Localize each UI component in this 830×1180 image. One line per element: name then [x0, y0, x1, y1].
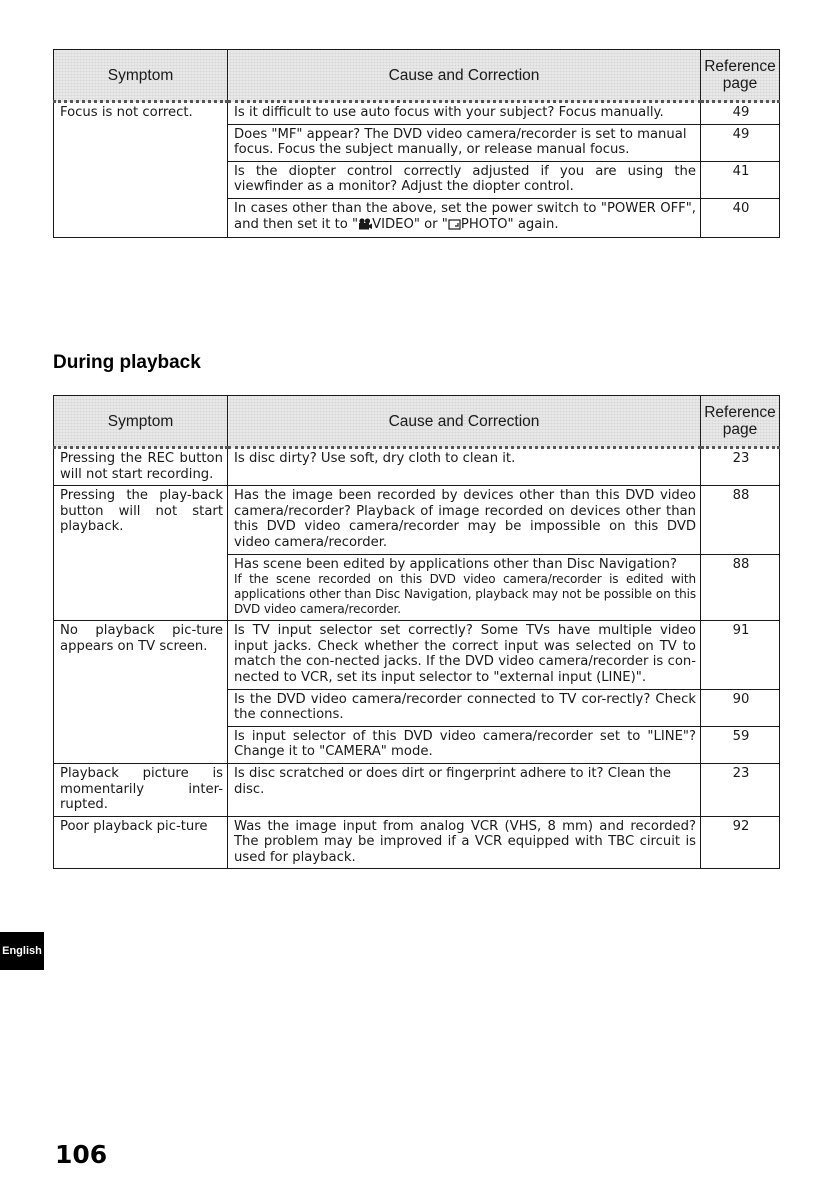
cause-text-part: PHOTO" again.: [460, 216, 559, 232]
reference-page: 59: [701, 726, 780, 763]
reference-page: 49: [701, 124, 780, 161]
cause-text-part: VIDEO" or ": [372, 216, 448, 232]
cause-text-part: In cases other than the above, set the power switch to "POWER OFF", and then set it to ": [234, 200, 696, 232]
reference-page: 41: [701, 161, 780, 198]
table-header-row: [54, 396, 780, 448]
table-row: [54, 763, 780, 816]
cause-cell: Does "MF" appear? The DVD video camera/recorder is set to manual focus. Focus the subject manually, or release manual focus.: [228, 124, 701, 161]
reference-page: 40: [701, 198, 780, 237]
photo-camera-icon: [448, 218, 461, 235]
cause-header: Cause and Correction: [228, 396, 701, 448]
symptom-cell: Pressing the REC button will not start recording.: [54, 448, 228, 486]
cause-cell: Is TV input selector set correctly? Some TVs have multiple video input jacks. Check whether the correct input was selected on TV to match the con-nected jacks. If the DVD video camera/recorder is con-nected to VCR, set its input selector to "external input (LINE)".: [228, 621, 701, 689]
video-camera-icon: [358, 218, 372, 235]
cause-cell: [228, 198, 701, 237]
table-row: [54, 486, 780, 554]
cause-cell: [228, 554, 701, 621]
focus-troubleshooting-table: [53, 49, 780, 238]
reference-page: 88: [701, 486, 780, 554]
cause-cell: Is the diopter control correctly adjusted if you are using the viewfinder as a monitor? Adjust the diopter control.: [228, 161, 701, 198]
cause-header: Cause and Correction: [228, 50, 701, 102]
cause-cell: Has the image been recorded by devices other than this DVD video camera/recorder? Playback of image recorded on devices other than this DVD video camera/recorder may be impossible on this DVD video camera/recorder.: [228, 486, 701, 554]
table-row: [54, 621, 780, 689]
symptom-cell: Playback picture is momentarily inter-rupted.: [54, 763, 228, 816]
reference-page: 49: [701, 102, 780, 125]
table-header-row: [54, 50, 780, 102]
reference-page: 23: [701, 763, 780, 816]
reference-page: 88: [701, 554, 780, 621]
symptom-header: Symptom: [54, 396, 228, 448]
symptom-header: Symptom: [54, 50, 228, 102]
reference-page: 91: [701, 621, 780, 689]
cause-cell: Was the image input from analog VCR (VHS, 8 mm) and recorded? The problem may be improved if a VCR equipped with TBC circuit is used for playback.: [228, 816, 701, 869]
playback-troubleshooting-table: [53, 395, 780, 869]
reference-header: Reference page: [701, 396, 780, 448]
symptom-cell: Poor playback pic-ture: [54, 816, 228, 869]
table-row: [54, 448, 780, 486]
symptom-cell: Focus is not correct.: [54, 102, 228, 238]
cause-question: Has scene been edited by applications other than Disc Navigation?: [234, 556, 678, 572]
table-row: [54, 102, 780, 125]
cause-cell: Is disc dirty? Use soft, dry cloth to clean it.: [228, 448, 701, 486]
reference-header: Reference page: [701, 50, 780, 102]
cause-note: If the scene recorded on this DVD video camera/recorder is edited with applications other than Disc Navigation, playback may not be possible on this DVD video camera/recorder.: [234, 572, 696, 617]
reference-page: 23: [701, 448, 780, 486]
cause-cell: Is it difficult to use auto focus with your subject? Focus manually.: [228, 102, 701, 125]
table-row: [54, 816, 780, 869]
section-title: During playback: [53, 352, 201, 373]
cause-cell: Is disc scratched or does dirt or fingerprint adhere to it? Clean the disc.: [228, 763, 701, 816]
page-number: 106: [55, 1140, 108, 1169]
reference-page: 92: [701, 816, 780, 869]
symptom-cell: No playback pic-ture appears on TV screen.: [54, 621, 228, 764]
cause-cell: Is input selector of this DVD video camera/recorder set to "LINE"? Change it to "CAMERA" mode.: [228, 726, 701, 763]
cause-cell: Is the DVD video camera/recorder connected to TV cor-rectly? Check the connections.: [228, 689, 701, 726]
symptom-cell: Pressing the play-back button will not start playback.: [54, 486, 228, 621]
reference-page: 90: [701, 689, 780, 726]
language-tab: English: [0, 932, 44, 970]
